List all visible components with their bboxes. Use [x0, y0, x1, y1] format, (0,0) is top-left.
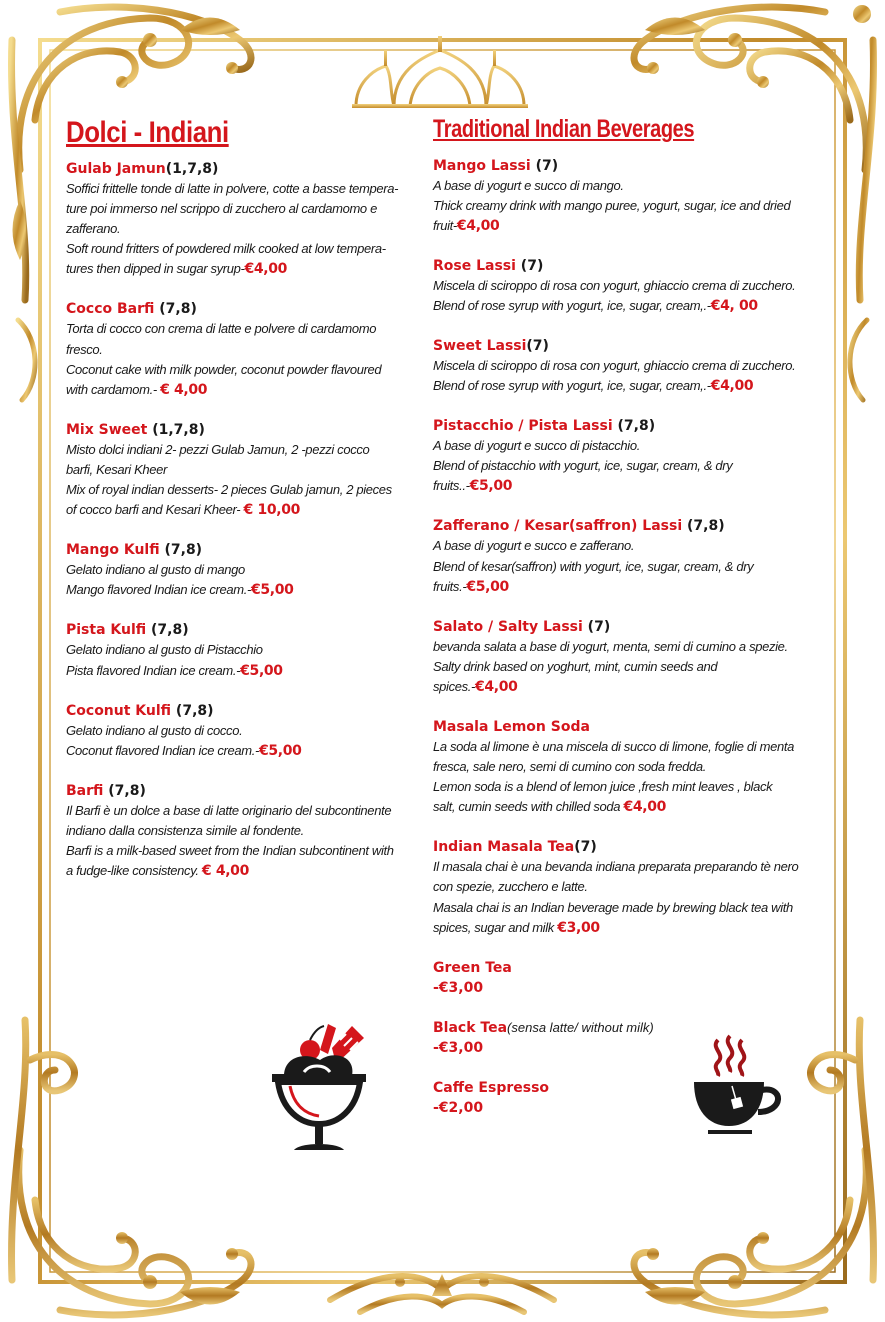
description-text: ture poi immerso nel scrippo di zucchero al cardamomo e	[66, 201, 377, 217]
description-text: Barfi is a milk-based sweet from the Indian subcontinent with	[66, 842, 394, 858]
description-text: bevanda salata a base di yogurt, menta, semi di cumino a spezie.	[433, 638, 788, 654]
menu-item-price: -€2,00	[433, 1099, 484, 1116]
menu-item-description-line	[433, 918, 828, 938]
description-text: Blend of rose syrup with yogurt, ice, sugar, cream,.-	[433, 297, 711, 313]
menu-item-price: -€3,00	[433, 979, 484, 996]
beverages-item	[433, 416, 828, 496]
description-text: indiano dalla consistenza simile al fondente.	[66, 822, 304, 838]
menu-item-name: Salato / Salty Lassi	[433, 618, 583, 635]
dolci-item	[66, 159, 422, 279]
description-text: Coconut flavored Indian ice cream.-	[66, 742, 259, 758]
menu-item-name: Pista Kulfi	[66, 622, 147, 639]
menu-item-description-line	[433, 637, 828, 657]
description-text: con spezie, zucchero e latte.	[433, 879, 588, 895]
menu-item-description-line	[433, 557, 828, 577]
ice-cream-sundae-icon	[270, 1020, 380, 1155]
menu-item-description-line	[66, 340, 422, 360]
menu-item-price: €4,00	[710, 378, 754, 395]
description-text: barfi, Kesari Kheer	[66, 461, 168, 477]
menu-item-description-line	[433, 797, 828, 817]
menu-item-description-line	[433, 376, 828, 396]
beverages-item	[433, 156, 828, 236]
menu-item-description-line	[66, 259, 422, 279]
allergen-codes: (7)	[526, 337, 549, 354]
description-text: Soft round fritters of powdered milk cooked at low tempera-	[66, 241, 386, 257]
menu-item-name-line	[433, 256, 828, 276]
description-text: Pista flavored Indian ice cream.-	[66, 662, 241, 678]
menu-item-note: (sensa latte/ without milk)	[507, 1019, 654, 1035]
beverages-section	[433, 116, 828, 1138]
description-text: Mix of royal indian desserts- 2 pieces Gulab jamun, 2 pieces	[66, 482, 392, 498]
menu-item-price: €5,00	[240, 662, 283, 679]
menu-item-description-line	[433, 877, 828, 897]
description-text: Salty drink based on yoghurt, mint, cumin seeds and	[433, 658, 718, 674]
menu-item-name-line	[66, 781, 422, 801]
menu-item-name-line	[433, 717, 828, 737]
description-text: Il masala chai è una bevanda indiana preparata preparando tè nero	[433, 859, 799, 875]
menu-item-name-line	[66, 420, 422, 440]
description-text: A base di yogurt e succo di mango.	[433, 177, 624, 193]
menu-item-description-line	[66, 821, 422, 841]
menu-item-description-line	[66, 199, 422, 219]
description-text: Miscela di sciroppo di rosa con yogurt, ghiaccio crema di zucchero.	[433, 357, 796, 373]
menu-item-description-line	[66, 661, 422, 681]
menu-item-description-line	[66, 580, 422, 600]
menu-item-description-line	[66, 219, 422, 239]
menu-item-name: Zafferano / Kesar(saffron) Lassi	[433, 518, 683, 535]
menu-item-name: Caffe Espresso	[433, 1079, 550, 1096]
allergen-codes: (7,8)	[159, 542, 203, 559]
description-text: fresca, sale nero, semi di cumino con soda fredda.	[433, 759, 706, 775]
menu-item-name: Cocco Barfi	[66, 301, 155, 318]
menu-item-name: Masala Lemon Soda	[433, 719, 590, 735]
menu-item-description-line	[433, 657, 828, 677]
coffee-cup-icon	[692, 1034, 787, 1134]
menu-item-name: Gulab Jamun	[66, 161, 166, 177]
menu-item-name: Mango Kulfi	[66, 542, 160, 559]
menu-item-description-line	[433, 898, 828, 918]
menu-item-description-line	[433, 577, 828, 597]
dolci-item	[66, 781, 422, 881]
menu-item-description-line	[66, 801, 422, 821]
description-text: fruit-	[433, 217, 457, 233]
menu-item-name-line	[433, 617, 828, 637]
dolci-title: Dolci - Indiani	[66, 116, 229, 149]
menu-item-description-line	[433, 677, 828, 697]
description-text: Torta di cocco con crema di latte e polvere di cardamomo	[66, 321, 377, 337]
dome-ornament-icon	[350, 36, 530, 110]
dolci-item	[66, 701, 422, 761]
allergen-codes: (7)	[574, 839, 597, 856]
menu-item-name-line	[66, 299, 422, 319]
dolci-list	[66, 159, 422, 881]
menu-item-description-line	[433, 536, 828, 556]
menu-item-description-line	[433, 196, 828, 216]
menu-item-name-line	[433, 156, 828, 176]
menu-item-price: €5,00	[258, 742, 302, 759]
menu-item-name-line	[433, 516, 828, 536]
menu-item-price: €4, 00	[710, 297, 758, 314]
menu-item-price: € 4,00	[160, 381, 208, 398]
menu-item-description-line	[433, 757, 828, 777]
allergen-codes: (1,7,8)	[165, 161, 219, 177]
menu-item-description-line	[433, 356, 828, 376]
menu-item-name-line	[66, 701, 422, 721]
beverages-item	[433, 837, 828, 937]
description-text: Gelato indiano al gusto di cocco.	[66, 722, 243, 738]
allergen-codes: (7,8)	[612, 418, 656, 435]
description-text: Thick creamy drink with mango puree, yogurt, sugar, ice and dried	[433, 197, 791, 213]
beverages-item	[433, 336, 828, 396]
description-text: La soda al limone è una miscela di succo di limone, foglie di menta	[433, 739, 794, 754]
description-text: Soffici frittelle tonde di latte in polvere, cotte a basse tempera-	[66, 181, 399, 196]
description-text: Gelato indiano al gusto di Pistacchio	[66, 642, 263, 658]
menu-item-description-line	[66, 360, 422, 380]
menu-item-description-line	[433, 456, 828, 476]
menu-item-name: Coconut Kulfi	[66, 702, 172, 719]
menu-item-name-line	[66, 620, 422, 640]
menu-item-description-line	[66, 440, 422, 460]
menu-item-name: Sweet Lassi	[433, 337, 527, 354]
description-text: tures then dipped in sugar syrup-	[66, 261, 245, 277]
allergen-codes: (7)	[515, 257, 544, 274]
menu-item-description-line	[433, 737, 828, 757]
menu-item-name-line	[66, 159, 422, 179]
dolci-item	[66, 299, 422, 399]
description-text: Gelato indiano al gusto di mango	[66, 562, 245, 578]
allergen-codes: (7)	[582, 618, 611, 635]
menu-item-price: €4,00	[456, 217, 500, 234]
menu-item-description-line	[433, 857, 828, 877]
allergen-codes: (7,8)	[154, 301, 197, 318]
menu-item-name: Rose Lassi	[433, 257, 516, 274]
description-text: A base di yogurt e succo e zafferano.	[433, 538, 635, 554]
description-text: Masala chai is an Indian beverage made by brewing black tea with	[433, 899, 793, 915]
menu-item-name-line	[433, 958, 828, 978]
description-text: Lemon soda is a blend of lemon juice ,fresh mint leaves , black	[433, 779, 773, 795]
description-text: of cocco barfi and Kesari Kheer-	[66, 502, 244, 518]
menu-item-description-line	[66, 861, 422, 881]
beverages-title: Traditional Indian Beverages	[433, 115, 695, 143]
description-text: zafferano.	[66, 221, 121, 237]
menu-item-description-line	[66, 500, 422, 520]
menu-item-price: €4,00	[475, 678, 518, 695]
menu-item-description-line	[433, 176, 828, 196]
menu-item-description-line	[433, 777, 828, 797]
menu-item-name-line	[433, 837, 828, 857]
menu-item-name: Black Tea	[433, 1019, 508, 1036]
menu-item-name: Indian Masala Tea	[433, 839, 575, 856]
menu-item-description-line	[66, 319, 422, 339]
menu-item-name: Pistacchio / Pista Lassi	[433, 418, 613, 435]
description-text: Il Barfi è un dolce a base di latte originario del subcontinente	[66, 802, 392, 818]
dolci-item	[66, 620, 422, 680]
menu-item-name: Barfi	[66, 782, 104, 799]
menu-item-description-line	[66, 460, 422, 480]
description-text: A base di yogurt e succo di pistacchio.	[433, 438, 640, 454]
menu-item-price: € 4,00	[201, 863, 249, 880]
description-text: fruits.-	[433, 578, 467, 594]
menu-item-price: €5,00	[469, 478, 513, 495]
menu-item-description-line	[433, 216, 828, 236]
menu-item-price: €4,00	[244, 261, 288, 278]
menu-item-price: €5,00	[251, 582, 294, 599]
menu-item-description-line	[66, 560, 422, 580]
description-text: Coconut cake with milk powder, coconut powder flavoured	[66, 361, 382, 377]
menu-item-description-line	[66, 239, 422, 259]
description-text: Mango flavored Indian ice cream.-	[66, 582, 251, 598]
description-text: spices.-	[433, 678, 475, 694]
description-text: Blend of kesar(saffron) with yogurt, ice, sugar, cream, & dry	[433, 558, 754, 574]
allergen-codes: (1,7,8)	[147, 421, 205, 438]
beverages-item	[433, 958, 828, 998]
menu-item-description-line	[66, 179, 422, 199]
menu-item-name-line	[433, 336, 828, 356]
menu-item-price: -€3,00	[433, 1039, 484, 1056]
beverages-item	[433, 717, 828, 817]
menu-item-description-line	[66, 841, 422, 861]
menu-item-name: Green Tea	[433, 959, 512, 976]
menu-item-description-line	[66, 640, 422, 660]
menu-item-description-line	[66, 480, 422, 500]
beverages-item	[433, 516, 828, 596]
beverages-list	[433, 156, 828, 1118]
menu-item-price: €4,00	[623, 799, 666, 816]
dolci-section	[66, 116, 422, 901]
description-text: Blend of rose syrup with yogurt, ice, sugar, cream,.-	[433, 378, 711, 394]
allergen-codes: (7,8)	[146, 622, 189, 639]
menu-item-description-line	[66, 721, 422, 741]
description-text: Blend of pistacchio with yogurt, ice, sugar, cream, & dry	[433, 458, 733, 474]
menu-item-description-line	[433, 476, 828, 496]
menu-item-name: Mango Lassi	[433, 157, 531, 174]
menu-item-price: €5,00	[466, 578, 509, 595]
allergen-codes: (7,8)	[171, 702, 214, 719]
description-text: a fudge-like consistency.	[66, 863, 202, 879]
dolci-item	[66, 420, 422, 520]
description-text: salt, cumin seeds with chilled soda	[433, 799, 624, 815]
description-text: Misto dolci indiani 2- pezzi Gulab Jamun, 2 -pezzi cocco	[66, 441, 370, 457]
menu-item-description-line	[433, 276, 828, 296]
description-text: Miscela di sciroppo di rosa con yogurt, ghiaccio crema di zucchero.	[433, 277, 796, 293]
beverages-item	[433, 256, 828, 316]
description-text: with cardamom.-	[66, 381, 161, 397]
menu-item-price: €3,00	[557, 919, 600, 936]
allergen-codes: (7)	[530, 157, 559, 174]
menu-item-description-line	[66, 380, 422, 400]
allergen-codes: (7,8)	[103, 782, 146, 799]
description-text: fruits..-	[433, 478, 470, 494]
description-text: spices, sugar and milk	[433, 919, 558, 935]
menu-item-name: Mix Sweet	[66, 421, 148, 438]
allergen-codes: (7,8)	[682, 518, 725, 535]
menu-item-description-line	[66, 741, 422, 761]
menu-item-description-line	[433, 436, 828, 456]
menu-item-name-line	[66, 540, 422, 560]
menu-item-price: € 10,00	[243, 502, 300, 519]
menu-item-description-line	[433, 296, 828, 316]
menu-item-name-line	[433, 416, 828, 436]
description-text: fresco.	[66, 341, 103, 357]
dolci-item	[66, 540, 422, 600]
beverages-item	[433, 617, 828, 697]
